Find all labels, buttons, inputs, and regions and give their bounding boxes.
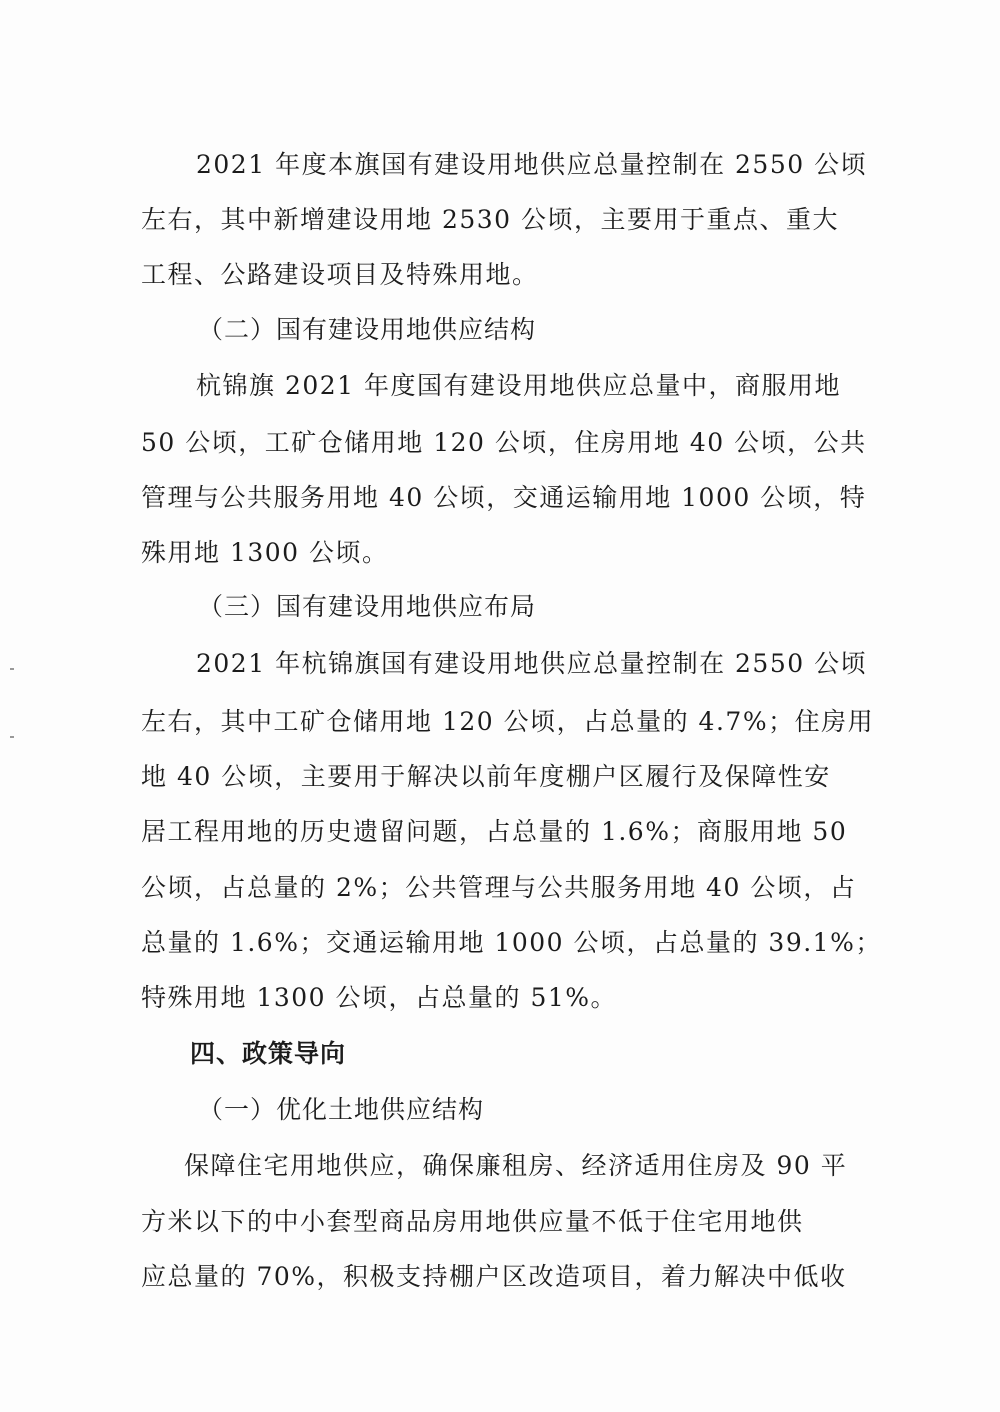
scan-mark bbox=[10, 736, 14, 738]
paragraph-1-line: 左右，其中新增建设用地 2530 公顷，主要用于重点、重大 bbox=[141, 205, 840, 234]
paragraph-1-line: 2021 年度本旗国有建设用地供应总量控制在 2550 公顷 bbox=[196, 150, 868, 179]
section-heading-policy: 四、政策导向 bbox=[190, 1039, 347, 1068]
paragraph-1-line: 工程、公路建设项目及特殊用地。 bbox=[141, 260, 539, 289]
subheading-supply-structure: （二）国有建设用地供应结构 bbox=[198, 315, 537, 344]
paragraph-3-line: 2021 年杭锦旗国有建设用地供应总量控制在 2550 公顷 bbox=[196, 649, 868, 678]
paragraph-3-line: 地 40 公顷，主要用于解决以前年度棚户区履行及保障性安 bbox=[141, 762, 831, 791]
paragraph-2-line: 殊用地 1300 公顷。 bbox=[141, 538, 389, 567]
subheading-optimize-structure: （一）优化土地供应结构 bbox=[198, 1095, 485, 1124]
paragraph-3-line: 总量的 1.6%；交通运输用地 1000 公顷，占总量的 39.1%； bbox=[141, 928, 882, 957]
scan-mark bbox=[10, 668, 14, 670]
paragraph-4-line: 应总量的 70%，积极支持棚户区改造项目，着力解决中低收 bbox=[141, 1262, 847, 1291]
paragraph-4-line: 保障住宅用地供应，确保廉租房、经济适用住房及 90 平 bbox=[184, 1151, 848, 1180]
paragraph-2-line: 管理与公共服务用地 40 公顷，交通运输用地 1000 公顷，特 bbox=[141, 483, 867, 512]
paragraph-2-line: 杭锦旗 2021 年度国有建设用地供应总量中，商服用地 bbox=[196, 371, 842, 400]
paragraph-3-line: 居工程用地的历史遗留问题，占总量的 1.6%；商服用地 50 bbox=[141, 817, 848, 846]
paragraph-3-line: 左右，其中工矿仓储用地 120 公顷，占总量的 4.7%；住房用 bbox=[141, 707, 875, 736]
paragraph-2-line: 50 公顷，工矿仓储用地 120 公顷，住房用地 40 公顷，公共 bbox=[141, 428, 867, 457]
paragraph-4-line: 方米以下的中小套型商品房用地供应量不低于住宅用地供 bbox=[141, 1207, 804, 1236]
paragraph-3-line: 特殊用地 1300 公顷，占总量的 51%。 bbox=[141, 983, 618, 1012]
paragraph-3-line: 公顷，占总量的 2%；公共管理与公共服务用地 40 公顷，占 bbox=[141, 873, 857, 902]
subheading-supply-layout: （三）国有建设用地供应布局 bbox=[198, 592, 537, 621]
